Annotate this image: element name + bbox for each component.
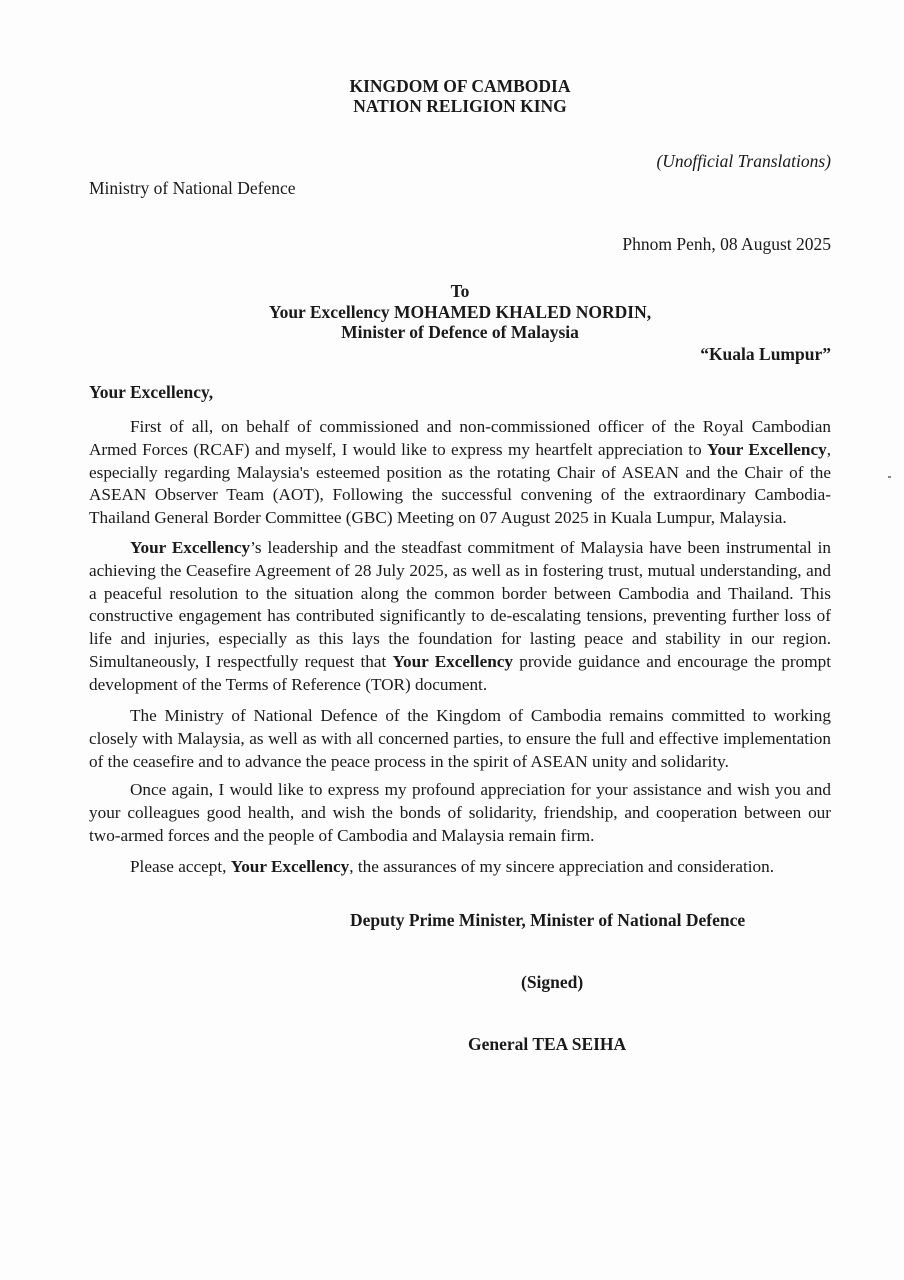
header-motto: NATION RELIGION KING xyxy=(353,96,567,116)
paragraph-5-text-a: Please accept, xyxy=(130,857,231,876)
paragraph-1-text-c: , especially regarding Malaysia's esteemed position as the rotating Chair of ASEAN and the Chair of the ASEAN Observer Team (AOT), Following the successful convening of the extraordinary Cambodia-Thailand General Border Committee (GBC) Meeting on 07 August 2025 in Kuala Lumpur, Malaysia. xyxy=(89,439,831,528)
place-date: Phnom Penh, 08 August 2025 xyxy=(622,234,831,254)
paragraph-3 xyxy=(89,705,831,773)
paragraph-2 xyxy=(89,537,831,697)
paragraph-1-emphasis: Your Excellency xyxy=(707,439,827,459)
paragraph-5-text-c: , the assurances of my sincere appreciation and consideration. xyxy=(349,857,775,876)
sender-ministry: Ministry of National Defence xyxy=(89,178,296,198)
paragraph-2-text-b: ’s leadership and the steadfast commitment of Malaysia have been instrumental in achieving the Ceasefire Agreement of 28 July 2025, as well as in fostering trust, mutual understanding, and a peaceful resolution to the situation along the common border between Cambodia and Thailand. This constructive engagement has contributed significantly to de-escalating tensions, preventing further loss of life and injuries, especially as this lays the foundation for lasting peace and stability in our region. Simultaneously, I respectfully request that xyxy=(89,538,831,671)
addressee-city: “Kuala Lumpur” xyxy=(700,344,831,364)
paragraph-4-text: Once again, I would like to express my profound appreciation for your assistance and wish you and your colleagues good health, and wish the bonds of solidarity, friendship, and cooperation between our two-armed forces and the people of Cambodia and Malaysia remain firm. xyxy=(89,780,831,845)
addressee-name: Your Excellency MOHAMED KHALED NORDIN, xyxy=(268,302,652,322)
header-country: KINGDOM OF CAMBODIA xyxy=(349,76,571,96)
translation-note: (Unofficial Translations) xyxy=(656,151,831,171)
paragraph-3-text: The Ministry of National Defence of the Kingdom of Cambodia remains committed to working closely with Malaysia, as well as with all concerned parties, to ensure the full and effective implementation of the ceasefire and to advance the peace process in the spirit of ASEAN unity and solidarity. xyxy=(89,706,831,771)
paragraph-2-emphasis-c: Your Excellency xyxy=(392,651,513,671)
paragraph-5 xyxy=(89,856,831,879)
paragraph-2-emphasis-a: Your Excellency xyxy=(130,538,251,557)
salutation: Your Excellency, xyxy=(89,382,214,402)
signed-note: (Signed) xyxy=(521,972,584,992)
scan-speck xyxy=(888,476,891,478)
addressee-to: To xyxy=(450,281,470,301)
paragraph-1-text-a: First of all, on behalf of commissioned and non-commissioned officer of the Royal Cambodian Armed Forces (RCAF) and myself, I would like to express my heartfelt appreciation to xyxy=(89,417,831,459)
addressee-title: Minister of Defence of Malaysia xyxy=(341,322,579,342)
signatory-name: General TEA SEIHA xyxy=(468,1034,627,1054)
paragraph-2-text-d: provide guidance and encourage the prompt development of the Terms of Reference (TOR) document. xyxy=(89,651,831,694)
paragraph-5-emphasis: Your Excellency xyxy=(230,857,350,876)
paragraph-1 xyxy=(89,416,831,530)
paragraph-4 xyxy=(89,779,831,847)
signatory-title: Deputy Prime Minister, Minister of National Defence xyxy=(350,910,746,930)
